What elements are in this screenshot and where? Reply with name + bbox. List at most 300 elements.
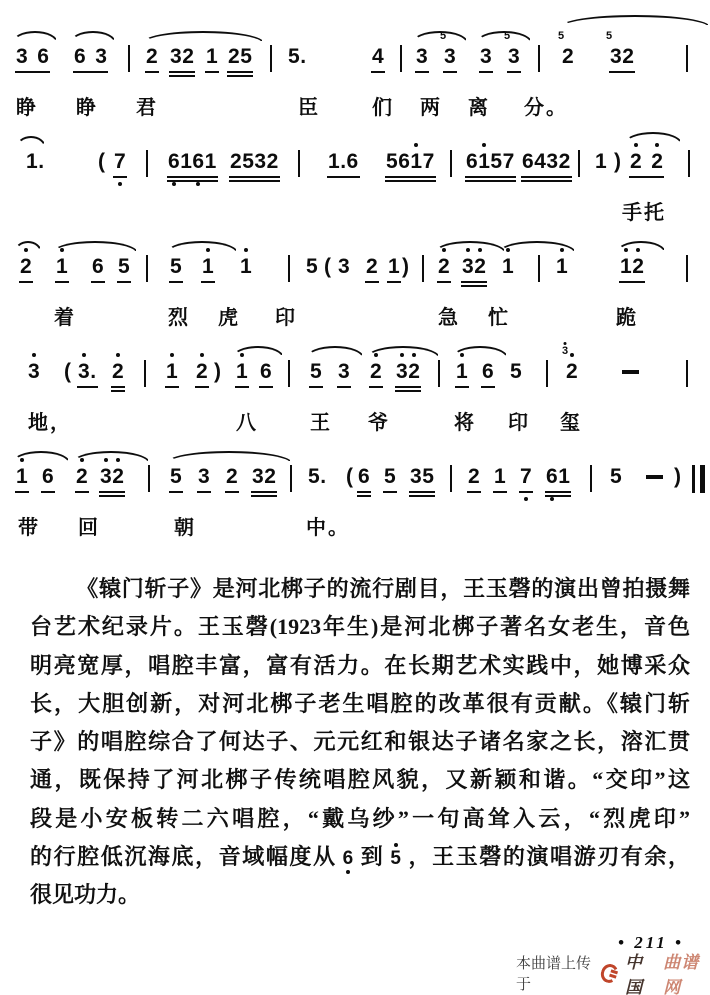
site-name-part1: 中国 — [625, 953, 644, 995]
music-system — [0, 150, 710, 250]
music-note — [410, 465, 434, 489]
octave-dot-high — [414, 143, 418, 147]
note-digit: 5 — [422, 465, 435, 488]
lyric-syllable: 君 — [136, 97, 158, 119]
octave-dot-high — [460, 353, 464, 357]
music-site-logo-icon — [598, 961, 620, 984]
music-note — [98, 150, 106, 174]
note-digit: 2 — [112, 465, 124, 489]
paragraph-line: 明亮宽厚，唱腔丰富，富有活力。在长期艺术实践中，她博采众 — [30, 652, 690, 678]
note-digit: 6 — [358, 465, 371, 488]
octave-dot-high — [60, 248, 64, 252]
lyric-syllable: 带 — [18, 517, 40, 539]
music-note — [230, 150, 279, 174]
note-digit: 5 — [308, 465, 321, 488]
music-note — [78, 360, 97, 384]
octave-dot-high — [624, 248, 628, 252]
note-digit: 5 — [170, 255, 183, 278]
paragraph-text: 的行腔低沉海底，音域幅度从 — [30, 844, 337, 870]
octave-dot-low — [196, 182, 200, 186]
note-digit: 2 — [562, 45, 575, 68]
site-name-part2: 曲谱网 — [663, 953, 700, 995]
note-digit: 3 — [198, 465, 211, 488]
note-digit: 2 — [146, 45, 159, 68]
octave-dot-high — [200, 353, 204, 357]
grace-note — [440, 31, 447, 42]
note-digit: 5 — [440, 30, 447, 42]
lyric-syllable: 王 — [310, 412, 332, 434]
note-digit: 1 — [558, 465, 571, 488]
music-note — [170, 465, 182, 489]
music-note — [100, 465, 124, 489]
paragraph-line: 台艺术纪录片。王玉磬(1923年生)是河北梆子著名女老生，音色 — [30, 614, 690, 640]
note-digit: 6 — [260, 360, 273, 383]
page-number-value: 211 — [634, 933, 668, 952]
octave-dot-high — [170, 353, 174, 357]
note-digit: 3 — [100, 465, 112, 489]
octave-dot-high — [636, 248, 640, 252]
barline — [590, 465, 592, 492]
music-note — [438, 255, 450, 279]
music-note — [170, 255, 182, 279]
octave-dot-high — [564, 342, 567, 345]
music-note — [308, 465, 327, 489]
barline — [270, 45, 272, 72]
note-digit: 1 — [240, 255, 252, 279]
music-note — [114, 150, 126, 174]
note-digit: 3 — [610, 45, 623, 68]
note-digit: 1 — [478, 150, 490, 174]
music-note — [396, 360, 420, 384]
music-note — [402, 255, 410, 279]
note-digit: 6 — [92, 255, 105, 278]
note-digit: 3 — [254, 150, 267, 173]
paragraph-text: 到 — [359, 844, 385, 870]
music-note — [196, 360, 208, 384]
music-note — [522, 150, 571, 174]
octave-dot-high — [32, 353, 36, 357]
note-digit: 3 — [562, 346, 569, 357]
music-note — [480, 45, 492, 69]
note-digit: 1 — [494, 465, 507, 488]
note-digit: 4 — [534, 150, 547, 173]
music-note — [64, 360, 72, 384]
music-note — [20, 255, 32, 279]
music-note — [146, 45, 158, 69]
note-digit: 2 — [651, 150, 663, 174]
music-system — [0, 30, 710, 145]
barline — [422, 255, 424, 282]
octave-dot-high — [570, 353, 574, 357]
octave-dot-low — [118, 182, 122, 186]
octave-dot-high — [478, 248, 482, 252]
note-digit: 5 — [242, 150, 255, 173]
note-digit: 6 — [42, 465, 55, 488]
music-note — [112, 360, 124, 384]
note-digit: 2 — [264, 465, 277, 488]
note-digit: 5 — [306, 255, 319, 278]
lyric-syllable: 印 — [275, 307, 297, 329]
note-digit: 6 — [466, 150, 479, 173]
note-digit: 2 — [408, 360, 420, 384]
note-digit: 2 — [630, 150, 642, 174]
octave-dot-high — [506, 248, 510, 252]
note-digit: 2 — [632, 255, 644, 279]
note-digit: 3 — [78, 360, 90, 384]
barline — [450, 150, 452, 177]
music-note — [510, 360, 522, 384]
barline — [686, 45, 688, 72]
music-note — [504, 30, 521, 69]
music-note — [338, 255, 350, 279]
note-digit: 2 — [438, 255, 450, 279]
music-system — [0, 255, 710, 355]
music-note — [630, 150, 663, 174]
lyric-syllable: 分。 — [524, 97, 568, 119]
note-digit: 6 — [74, 45, 87, 68]
note-digit: ) — [614, 150, 622, 173]
watermark — [516, 953, 710, 995]
music-note — [226, 465, 238, 489]
music-note — [416, 45, 428, 69]
lyric-syllable: 跪 — [616, 307, 638, 329]
octave-dot-high — [240, 353, 244, 357]
note-digit: . — [38, 150, 45, 173]
note-digit: 2 — [366, 255, 379, 278]
lyric-syllable: 睁 — [16, 97, 38, 119]
music-note — [388, 255, 400, 279]
note-digit: 3 — [95, 45, 108, 68]
music-note — [28, 360, 40, 384]
lyric-syllable: 离 — [468, 97, 490, 119]
note-digit: 5 — [240, 45, 253, 68]
music-note — [482, 360, 494, 384]
barline — [686, 255, 688, 282]
music-note — [26, 150, 45, 174]
music-note — [610, 465, 622, 489]
note-digit: . — [340, 150, 347, 173]
paragraph-text: ，王玉磬的演唱游刃有余， — [406, 844, 690, 870]
note-digit: 2 — [196, 360, 208, 384]
music-note — [358, 465, 370, 489]
barline — [400, 45, 402, 72]
music-note — [384, 465, 396, 489]
music-note — [558, 30, 575, 69]
note-digit: 7 — [502, 150, 515, 173]
note-digit: 1 — [16, 465, 28, 489]
lyric-syllable: 急 — [438, 307, 460, 329]
lyric-syllable: 八 — [236, 412, 258, 434]
note-digit: 5 — [384, 465, 397, 488]
note-digit: 3 — [16, 45, 29, 68]
note-digit: 5 — [490, 150, 503, 173]
note-digit: 7 — [422, 150, 435, 173]
note-digit: 3 — [252, 465, 265, 488]
music-note — [674, 465, 682, 489]
music-note — [202, 255, 214, 279]
note-digit: 2 — [182, 45, 195, 68]
octave-dot-high — [244, 248, 248, 252]
music-note — [16, 465, 28, 489]
note-digit: 1 — [595, 150, 608, 173]
dash-note — [646, 475, 663, 479]
note-digit: 2 — [622, 45, 635, 68]
music-note — [76, 465, 88, 489]
note-digit: 5 — [288, 45, 301, 68]
paragraph-line: 《辕门斩子》是河北梆子的流行剧目，王玉磬的演出曾拍摄舞 — [76, 576, 690, 601]
description-paragraph — [30, 570, 690, 915]
note-digit: 3 — [462, 255, 474, 279]
octave-dot-high — [116, 458, 120, 462]
note-digit: 1 — [502, 255, 514, 279]
octave-dot-low — [524, 497, 528, 501]
note-digit: 2 — [266, 150, 279, 173]
barline — [298, 150, 300, 177]
dash-note — [622, 370, 639, 374]
lyric-syllable: 烈 — [168, 307, 190, 329]
note-digit: 1 — [410, 150, 422, 174]
music-system — [0, 465, 710, 565]
lyric-syllable: 回 — [78, 517, 100, 539]
music-note — [92, 255, 104, 279]
note-digit: 3 — [508, 45, 521, 68]
note-digit: ( — [346, 465, 354, 488]
music-note — [338, 360, 350, 384]
note-digit: 2 — [228, 45, 241, 68]
music-note — [614, 150, 622, 174]
note-digit: 2 — [474, 255, 486, 279]
octave-dot-high — [24, 248, 28, 252]
music-note — [468, 465, 480, 489]
note-digit: 2 — [558, 150, 571, 173]
barline — [148, 465, 150, 492]
note-digit: 3 — [396, 360, 408, 384]
octave-dot-high — [560, 248, 564, 252]
paragraph-line: 通，既保持了河北梆子传统唱腔风貌，又新颖和谐。“交印”这 — [30, 767, 690, 793]
note-digit: 4 — [372, 45, 385, 68]
note-digit: 6 — [37, 45, 50, 68]
music-note — [562, 345, 579, 384]
paragraph-line: 很见功力。 — [30, 882, 141, 908]
lyric-syllable: 们 — [372, 97, 394, 119]
note-digit: 5 — [170, 465, 183, 488]
note-digit: 2 — [112, 360, 124, 384]
music-note — [310, 360, 322, 384]
note-digit: 1 — [328, 150, 341, 173]
lyric-syllable: 地， — [28, 412, 72, 434]
octave-dot-high — [104, 458, 108, 462]
music-note — [595, 150, 607, 174]
final-barline — [692, 465, 705, 493]
lyric-syllable: 着 — [54, 307, 76, 329]
octave-dot-high — [400, 353, 404, 357]
paragraph-line — [30, 838, 690, 876]
slur-arc — [560, 15, 710, 27]
note-digit: . — [300, 45, 307, 68]
note-digit: ( — [64, 360, 72, 383]
music-note — [306, 255, 318, 279]
music-note — [372, 45, 384, 69]
music-note — [620, 255, 644, 279]
music-note — [252, 465, 276, 489]
note-digit: 1 — [204, 150, 217, 173]
music-note — [546, 465, 570, 489]
octave-dot-high — [206, 248, 210, 252]
note-digit: 2 — [76, 465, 88, 489]
note-digit: 3 — [480, 45, 493, 68]
barline — [578, 150, 580, 177]
lyric-syllable: 两 — [420, 97, 442, 119]
note-digit: 3 — [28, 360, 40, 384]
music-note — [440, 30, 457, 69]
music-note — [198, 465, 210, 489]
music-note — [236, 360, 248, 384]
note-digit: ( — [324, 255, 332, 278]
note-digit: ) — [674, 465, 682, 488]
note-digit: 1 — [26, 150, 39, 173]
music-note — [462, 255, 486, 279]
octave-dot-high — [82, 353, 86, 357]
lyric-syllable: 爷 — [368, 412, 390, 434]
music-note — [606, 30, 635, 69]
music-note — [168, 150, 217, 174]
music-note — [166, 360, 178, 384]
music-note — [456, 360, 468, 384]
barline — [546, 360, 548, 387]
octave-dot-low — [346, 870, 350, 874]
octave-dot-high — [374, 353, 378, 357]
note-digit: 6 — [546, 465, 558, 489]
music-note — [74, 45, 107, 69]
music-note — [260, 360, 272, 384]
note-digit: 7 — [520, 465, 532, 489]
octave-dot-low — [172, 182, 176, 186]
lyric-syllable: 将 — [454, 412, 476, 434]
lyric-syllable: 臣 — [298, 97, 320, 119]
slur-arc — [142, 31, 264, 43]
octave-dot-high — [442, 248, 446, 252]
slur-arc — [12, 31, 58, 43]
barline — [288, 255, 290, 282]
paragraph-line: 长，大胆创新，对河北梆子老生唱腔的改革很有贡献。《辕门斩 — [30, 690, 690, 716]
note-digit: 2 — [468, 465, 481, 488]
octave-dot-high — [482, 143, 486, 147]
music-note — [346, 465, 354, 489]
music-note — [502, 255, 514, 279]
note-digit: 2 — [20, 255, 32, 279]
note-digit: 6 — [346, 150, 359, 173]
paragraph-line: 子》的唱腔综合了何达子、元元红和银达子诸名家之长，溶汇贯 — [30, 729, 690, 755]
note-digit: 1 — [180, 150, 193, 173]
note-digit: . — [320, 465, 327, 488]
note-digit: 1 — [620, 255, 632, 279]
lyric-syllable: 忙 — [488, 307, 510, 329]
barline — [144, 360, 146, 387]
note-digit: 1 — [206, 45, 219, 68]
note-digit: 3 — [444, 45, 457, 68]
music-note — [324, 255, 332, 279]
note-digit: 3 — [416, 45, 429, 68]
grace-note — [606, 31, 613, 42]
music-note — [520, 465, 532, 489]
octave-dot-high — [466, 248, 470, 252]
music-note — [56, 255, 68, 279]
note-digit: 3 — [410, 465, 423, 488]
note-digit: 5 — [118, 255, 131, 278]
barline — [146, 150, 148, 177]
music-note — [494, 465, 506, 489]
octave-dot-high — [394, 843, 398, 847]
lyric-syllable: 虎 — [218, 307, 240, 329]
octave-dot-high — [655, 143, 659, 147]
lyric-syllable: 朝 — [174, 517, 196, 539]
grace-note — [562, 346, 569, 357]
note-digit: 5 — [606, 30, 613, 42]
note-digit: 5 — [558, 30, 565, 42]
note-digit: ) — [214, 360, 222, 383]
note-digit: 5 — [310, 360, 323, 383]
music-note — [556, 255, 568, 279]
upload-credit-label: 本曲谱上传于 — [516, 955, 592, 993]
note-digit: . — [90, 360, 97, 383]
lyric-syllable: 玺 — [560, 412, 582, 434]
note-digit: 2 — [370, 360, 382, 384]
note-digit: 3 — [338, 360, 351, 383]
barline — [146, 255, 148, 282]
music-system — [0, 345, 710, 460]
note-digit: 1 — [236, 360, 248, 384]
lyric-syllable: 中。 — [306, 517, 350, 539]
note-digit: 5 — [510, 360, 523, 383]
note-digit: 2 — [230, 150, 243, 173]
note-digit: 3 — [546, 150, 559, 173]
note-digit: 7 — [114, 150, 126, 174]
note-digit: ) — [402, 255, 410, 278]
note-digit: 1 — [202, 255, 214, 279]
note-digit: 1 — [56, 255, 68, 279]
octave-dot-high — [20, 458, 24, 462]
music-note — [370, 360, 382, 384]
note-digit: ( — [98, 150, 106, 173]
note-digit: 6 — [168, 150, 180, 174]
note-digit: 5 — [504, 30, 511, 42]
lyric-syllable: 印 — [508, 412, 530, 434]
music-note — [42, 465, 54, 489]
grace-note — [558, 31, 565, 42]
octave-dot-low — [550, 497, 554, 501]
barline — [538, 255, 540, 282]
note-digit: 1 — [166, 360, 178, 384]
note-digit: 1 — [456, 360, 468, 384]
paragraph-line: 段是小安板转二六唱腔，“戴乌纱”一句高耸入云，“烈虎印” — [30, 805, 690, 831]
note-digit: 5 — [386, 150, 399, 173]
barline — [438, 360, 440, 387]
music-note — [214, 360, 222, 384]
octave-dot-high — [412, 353, 416, 357]
page-number-bullet-right: • — [675, 933, 684, 952]
music-note — [16, 45, 49, 69]
note-digit: 3 — [338, 255, 351, 278]
music-note — [170, 45, 194, 69]
music-note — [328, 150, 359, 174]
inline-music-note: 6 — [343, 849, 354, 868]
note-digit: 3 — [170, 45, 183, 68]
barline — [686, 360, 688, 387]
lyric-syllable: 睁 — [76, 97, 98, 119]
page-number-bullet-left: • — [618, 933, 627, 952]
barline — [450, 465, 452, 492]
music-note — [366, 255, 378, 279]
